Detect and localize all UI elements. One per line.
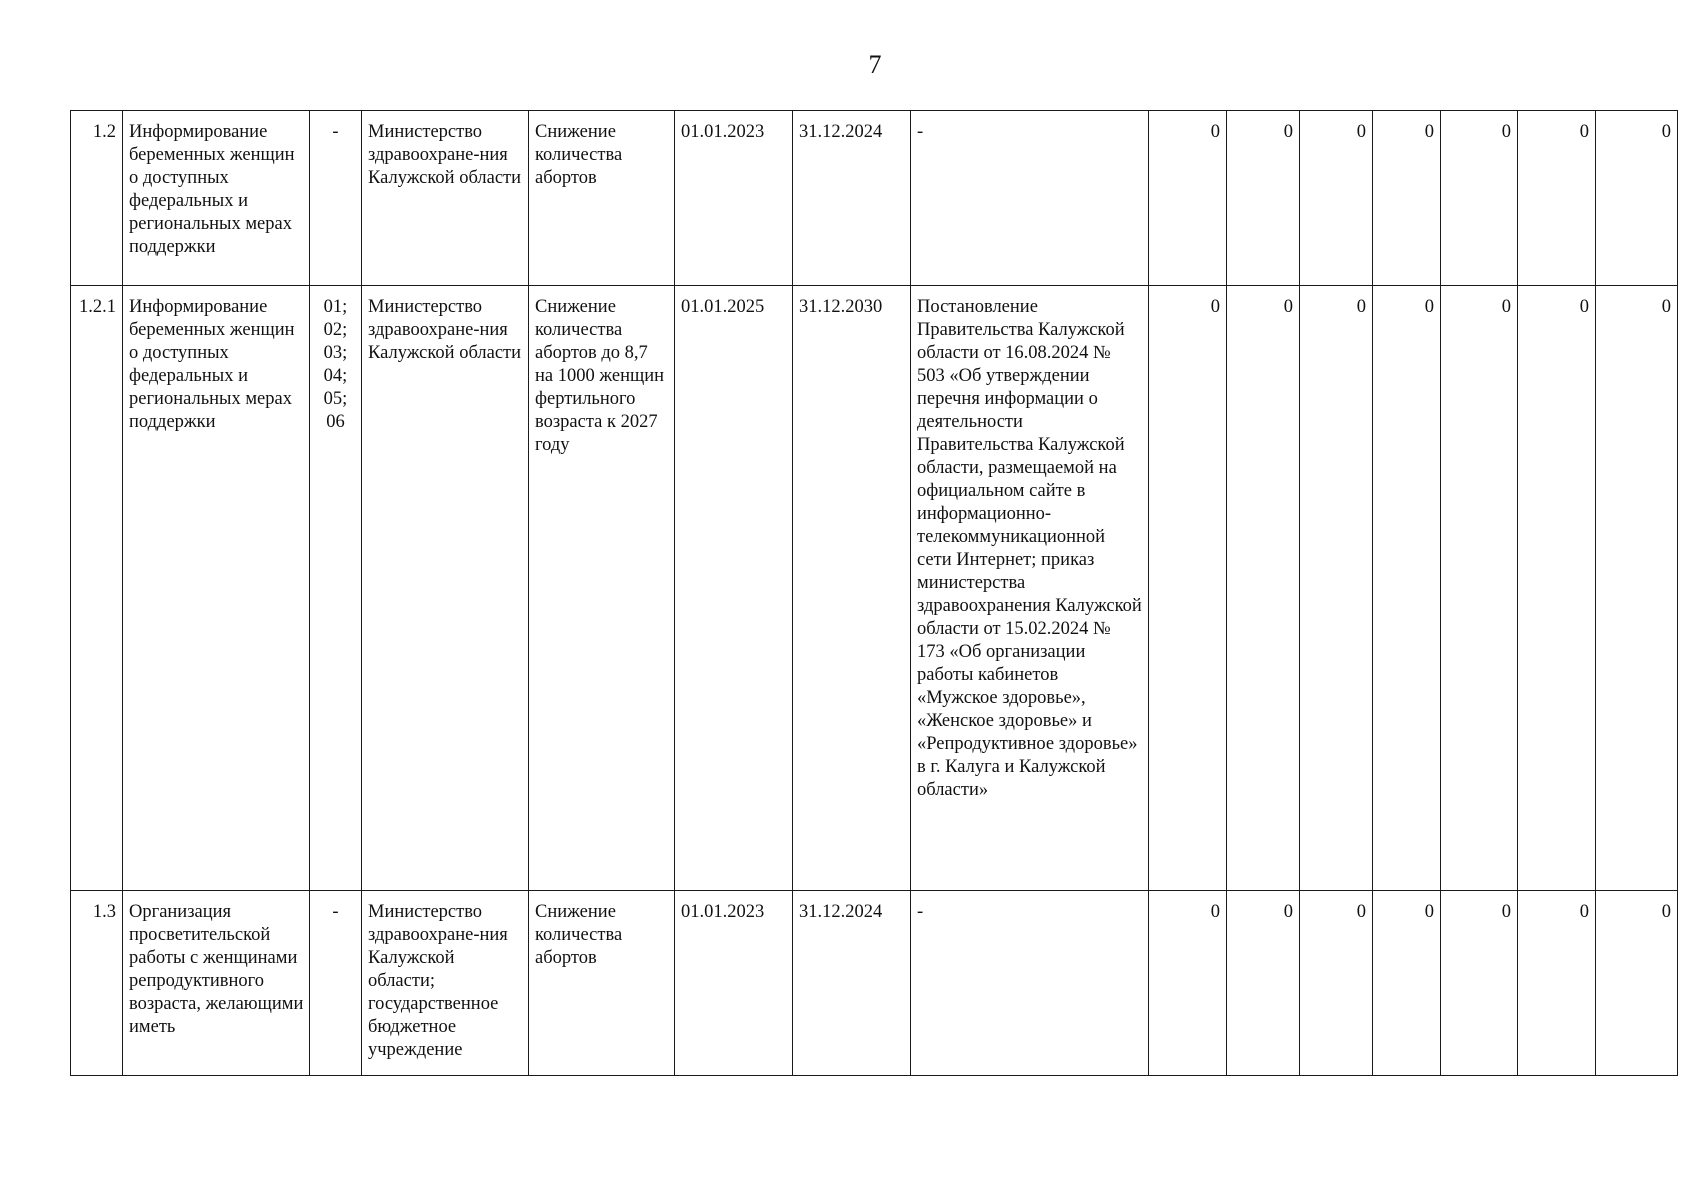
legal-document: Постановление Правительства Калужской области от 16.08.2024 № 503 «Об утверждении перечня информации о деятельности Правительства Калужской области, размещаемой на официальном сайте в информационно-телекоммуникационной сети Интернет; приказ министерства здравоохранения Калужской области от 15.02.2024 № 173 «Об организации работы кабинетов «Мужское здоровье», «Женское здоровье» и «Репродуктивное здоровье» в г. Калуга и Калужской области» bbox=[911, 286, 1149, 891]
end-date: 31.12.2030 bbox=[793, 286, 911, 891]
funding-value: 0 bbox=[1596, 286, 1678, 891]
funding-value: 0 bbox=[1149, 891, 1227, 1076]
legal-document: - bbox=[911, 891, 1149, 1076]
indicator-code: 03; bbox=[323, 343, 348, 363]
start-date: 01.01.2023 bbox=[675, 891, 793, 1076]
funding-value: 0 bbox=[1227, 286, 1300, 891]
funding-value: 0 bbox=[1373, 111, 1441, 286]
start-date: 01.01.2025 bbox=[675, 286, 793, 891]
measure-name: Информирование беременных женщин о доступных федеральных и региональных мерах поддержки bbox=[123, 286, 310, 891]
funding-value: 0 bbox=[1227, 891, 1300, 1076]
end-date: 31.12.2024 bbox=[793, 111, 911, 286]
indicator-code: - bbox=[332, 902, 339, 922]
expected-result: Снижение количества абортов до 8,7 на 1000 женщин фертильного возраста к 2027 году bbox=[529, 286, 675, 891]
indicator-code: 01; bbox=[323, 297, 348, 317]
funding-value: 0 bbox=[1441, 111, 1518, 286]
table-row bbox=[71, 891, 1678, 1076]
funding-value: 0 bbox=[1149, 111, 1227, 286]
indicator-code: - bbox=[332, 122, 339, 142]
measures-table bbox=[70, 110, 1678, 1076]
funding-value: 0 bbox=[1518, 111, 1596, 286]
measure-name: Организация просветительской работы с женщинами репродуктивного возраста, желающими иметь bbox=[123, 891, 310, 1076]
funding-value: 0 bbox=[1518, 891, 1596, 1076]
indicator-codes bbox=[310, 891, 362, 1076]
indicator-code: 04; bbox=[323, 366, 348, 386]
funding-value: 0 bbox=[1227, 111, 1300, 286]
responsible-executor: Министерство здравоохране-ния Калужской области bbox=[362, 111, 529, 286]
indicator-code: 06 bbox=[326, 412, 345, 432]
legal-document: - bbox=[911, 111, 1149, 286]
funding-value: 0 bbox=[1373, 286, 1441, 891]
funding-value: 0 bbox=[1300, 111, 1373, 286]
funding-value: 0 bbox=[1300, 891, 1373, 1076]
funding-value: 0 bbox=[1441, 891, 1518, 1076]
page-number: 7 bbox=[868, 50, 882, 79]
expected-result: Снижение количества абортов bbox=[529, 111, 675, 286]
row-number: 1.2.1 bbox=[71, 286, 123, 891]
funding-value: 0 bbox=[1373, 891, 1441, 1076]
table-row bbox=[71, 286, 1678, 891]
indicator-codes bbox=[310, 286, 362, 891]
end-date: 31.12.2024 bbox=[793, 891, 911, 1076]
row-number: 1.3 bbox=[71, 891, 123, 1076]
funding-value: 0 bbox=[1441, 286, 1518, 891]
responsible-executor: Министерство здравоохране-ния Калужской области bbox=[362, 286, 529, 891]
indicator-code: 02; bbox=[323, 320, 348, 340]
row-number: 1.2 bbox=[71, 111, 123, 286]
funding-value: 0 bbox=[1596, 111, 1678, 286]
expected-result: Снижение количества абортов bbox=[529, 891, 675, 1076]
funding-value: 0 bbox=[1149, 286, 1227, 891]
funding-value: 0 bbox=[1596, 891, 1678, 1076]
funding-value: 0 bbox=[1518, 286, 1596, 891]
start-date: 01.01.2023 bbox=[675, 111, 793, 286]
responsible-executor: Министерство здравоохране-ния Калужской области; государственное бюджетное учреждение bbox=[362, 891, 529, 1076]
measure-name: Информирование беременных женщин о доступных федеральных и региональных мерах поддержки bbox=[123, 111, 310, 286]
funding-value: 0 bbox=[1300, 286, 1373, 891]
indicator-codes bbox=[310, 111, 362, 286]
indicator-code: 05; bbox=[323, 389, 348, 409]
table-row bbox=[71, 111, 1678, 286]
